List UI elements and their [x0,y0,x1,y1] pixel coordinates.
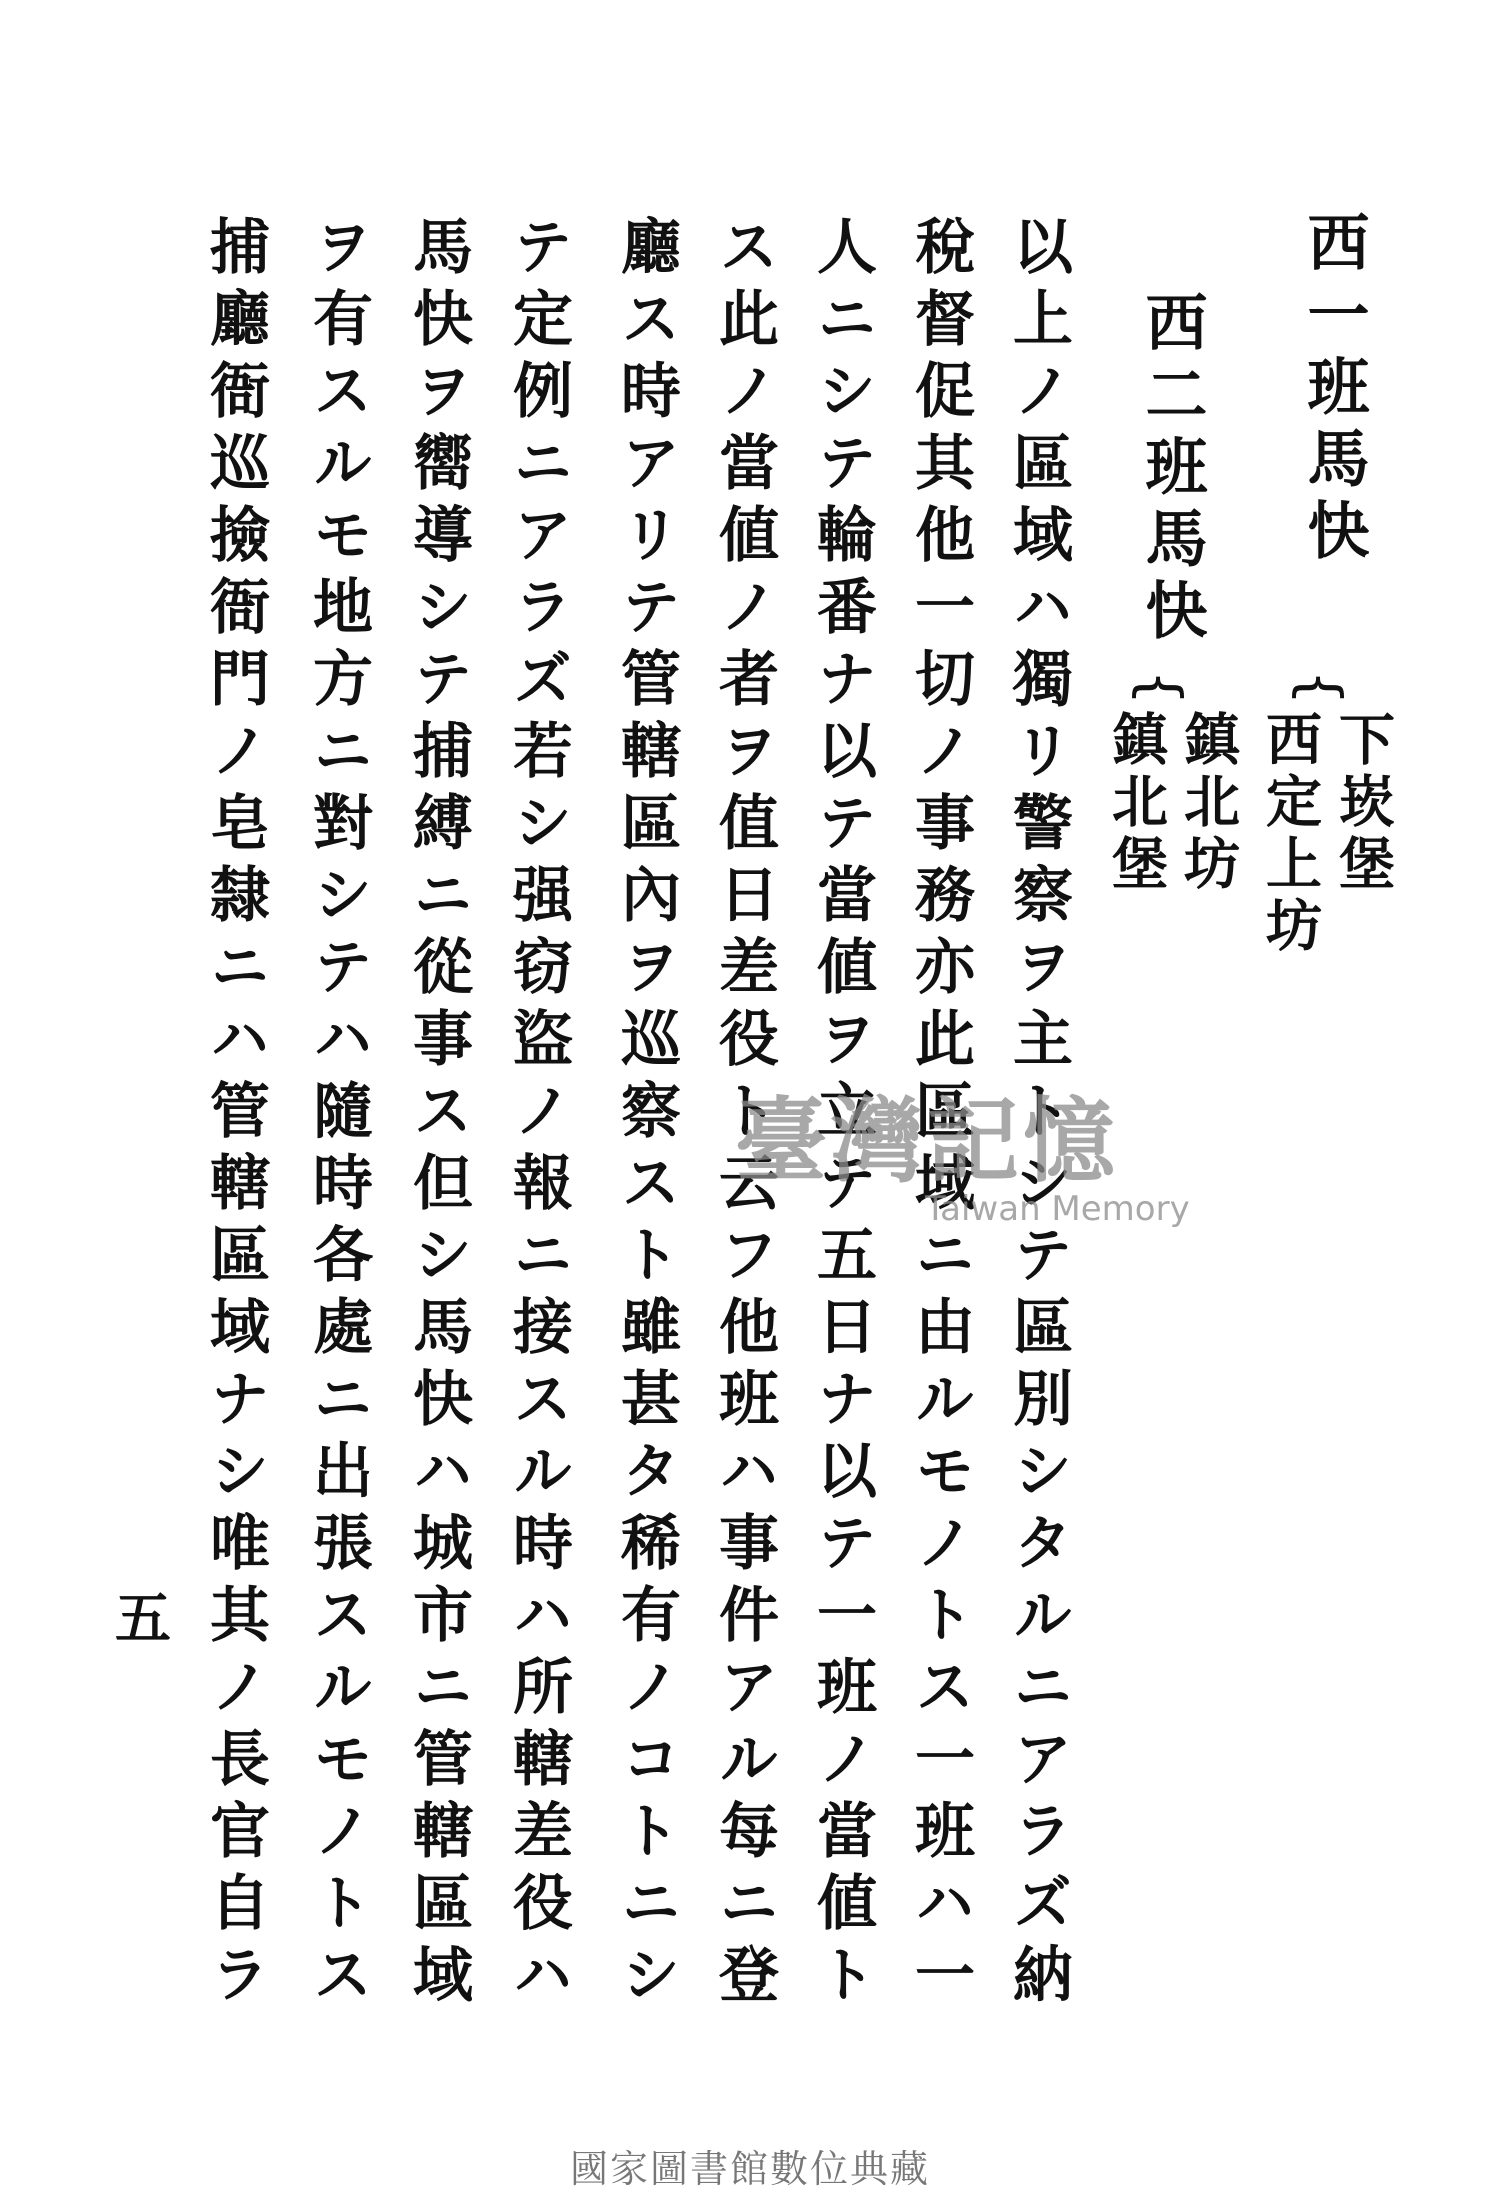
annotation-group1-col2: 西定上坊 [1257,710,1323,958]
body-column-3: 人ニシテ輪番ナ以テ當値ヲ立テ五日ナ以テ一班ノ當値ト [807,215,877,2015]
watermark-title: 臺灣記憶 [735,1087,1120,1195]
footer-collection-label: 國家圖書館數位典藏 [569,2147,930,2191]
page-number: 五 [115,1586,171,1652]
body-column-8: ヲ有スルモ地方ニ對シテハ隨時各處ニ出張スルモノトス [303,215,373,2015]
body-column-9: 捕廳衙巡撿衙門ノ皂隸ニハ管轄區域ナシ唯其ノ長官自ラ [200,215,270,2015]
body-column-6: テ定例ニアラズ若シ强窃盜ノ報ニ接スル時ハ所轄差役ハ [503,215,573,2015]
heading-west-first-team: 西一班馬快 [1297,210,1370,570]
annotation-brace-2: { [1127,669,1193,706]
body-column-2: 稅督促其他一切ノ事務亦此區域ニ由ルモノトス一班ハ一 [905,215,975,2015]
taiwan-memory-watermark [735,1087,1190,1229]
body-column-4: ス此ノ當値ノ者ヲ值日差役ト云フ他班ハ事件アル每ニ登 [709,215,779,2015]
heading-west-second-team: 西二班馬快 [1135,290,1208,650]
annotation-group2-col1: 鎮北坊 [1175,710,1241,896]
body-column-7: 馬快ヲ嚮導シテ捕縛ニ從事ス但シ馬快ハ城市ニ管轄區域 [403,215,473,2015]
body-column-5: 廳ス時アリテ管轄區內ヲ巡察スト雖甚タ稀有ノコトニシ [611,215,681,2015]
annotation-group1-col1: 下崁堡 [1330,710,1396,896]
watermark-subtitle: Taiwan Memory [925,1189,1190,1229]
annotation-group2-col2: 鎮北堡 [1103,710,1169,896]
body-column-1: 以上ノ區域ハ獨リ警察ヲ主トシテ區別シタルニアラズ納 [1003,215,1073,2015]
annotation-brace-1: { [1287,669,1353,706]
